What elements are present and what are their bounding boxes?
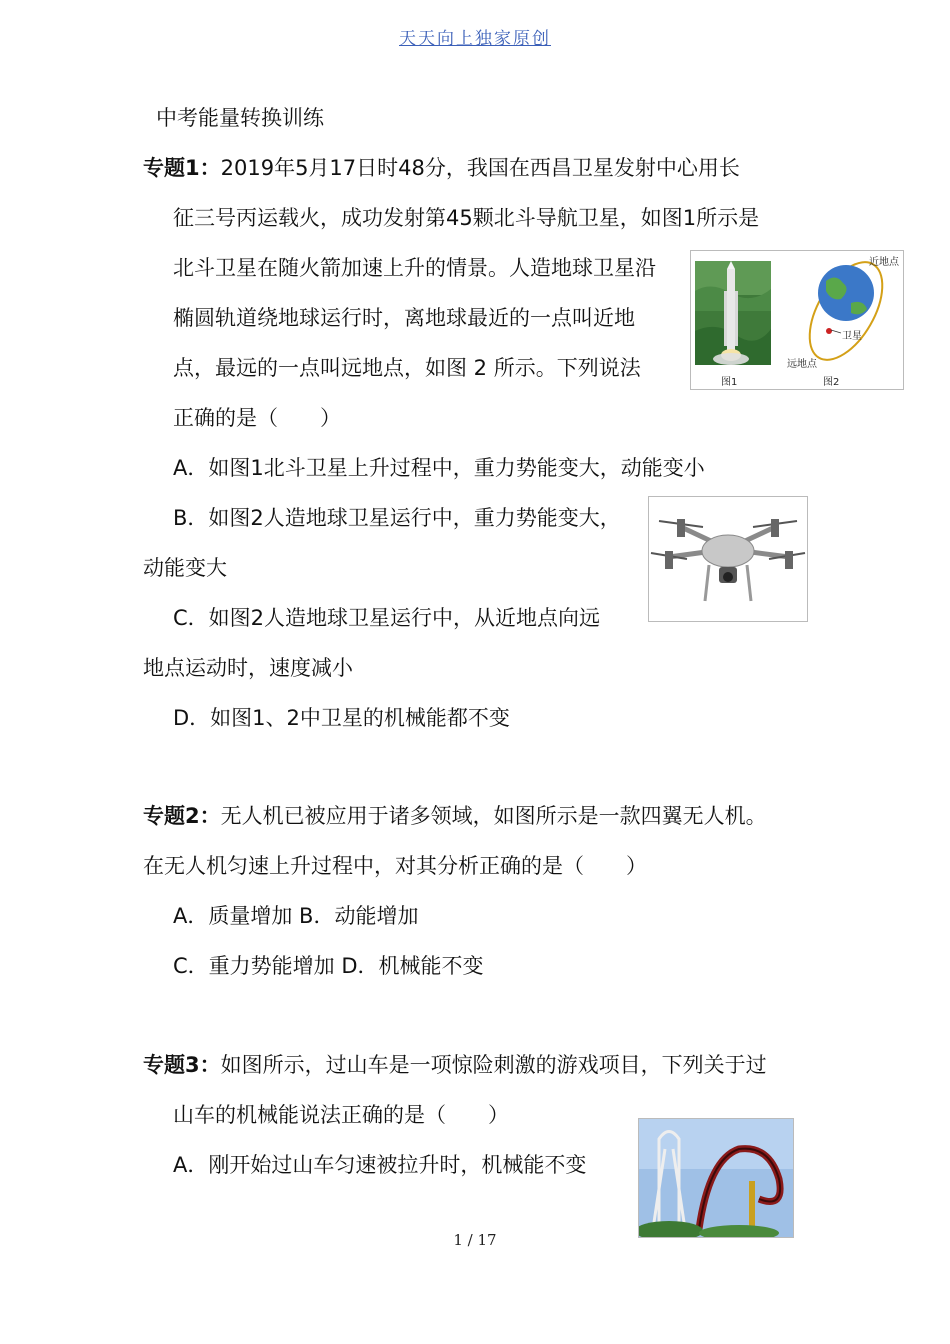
satellite-figure-svg <box>691 251 903 389</box>
q1-option-c: C．如图2人造地球卫星运行中，从近地点向远 <box>173 606 601 630</box>
orbit-diagram <box>795 251 897 372</box>
q3-line-1 <box>143 1050 767 1080</box>
q1-option-a: A．如图1北斗卫星上升过程中，重力势能变大，动能变小 <box>173 456 705 480</box>
q2-text-1: 无人机已被应用于诸多领域，如图所示是一款四翼无人机。 <box>220 804 767 828</box>
q1-label: 专题1： <box>143 156 221 180</box>
drone-svg <box>649 497 807 621</box>
q1-option-c-cont: 地点运动时，速度减小 <box>143 656 353 680</box>
satellite-figure <box>690 250 904 390</box>
satellite-label: 卫星 <box>842 331 862 342</box>
q1-line-2: 征三号丙运载火，成功发射第45颗北斗导航卫星，如图1所示是 <box>173 206 760 230</box>
figure-2-caption: 图2 <box>823 377 840 388</box>
q1-line-5: 点，最远的一点叫远地点，如图 2 所示。下列说法 <box>173 356 641 380</box>
q3-text-1: 如图所示，过山车是一项惊险刺激的游戏项目，下列关于过 <box>220 1053 767 1077</box>
q1-text-1: 2019年5月17日时48分，我国在西昌卫星发射中心用长 <box>220 156 740 180</box>
roller-coaster-image <box>638 1118 794 1238</box>
q1-option-d: D．如图1、2中卫星的机械能都不变 <box>173 706 510 730</box>
q2-options-ab: A．质量增加 B．动能增加 <box>173 904 419 928</box>
q1-line-3: 北斗卫星在随火箭加速上升的情景。人造地球卫星沿 <box>173 256 656 280</box>
roller-coaster-svg <box>639 1119 793 1237</box>
apogee-label: 远地点 <box>787 359 817 370</box>
page-header: 天天向上独家原创 <box>399 29 551 49</box>
q2-line-1 <box>143 801 767 831</box>
rocket-photo <box>695 261 771 365</box>
q2-label: 专题2： <box>143 804 221 828</box>
figure-1-caption: 图1 <box>721 377 738 388</box>
q1-line-6: 正确的是（ ） <box>173 406 341 430</box>
page-number: 1 / 17 <box>453 1231 497 1249</box>
q2-line-2: 在无人机匀速上升过程中，对其分析正确的是（ ） <box>143 854 647 878</box>
q3-label: 专题3： <box>143 1053 221 1077</box>
q1-line-4: 椭圆轨道绕地球运行时，离地球最近的一点叫近地 <box>173 306 635 330</box>
perigee-label: 近地点 <box>869 257 899 268</box>
document-title: 中考能量转换训练 <box>156 106 324 130</box>
q3-option-a: A．刚开始过山车匀速被拉升时，机械能不变 <box>173 1153 587 1177</box>
q1-option-b-cont: 动能变大 <box>143 556 227 580</box>
drone-image <box>648 496 808 622</box>
q1-line-1 <box>143 153 740 183</box>
q3-line-2: 山车的机械能说法正确的是（ ） <box>173 1103 509 1127</box>
q1-option-b: B．如图2人造地球卫星运行中，重力势能变大， <box>173 506 621 530</box>
q2-options-cd: C．重力势能增加 D．机械能不变 <box>173 954 484 978</box>
